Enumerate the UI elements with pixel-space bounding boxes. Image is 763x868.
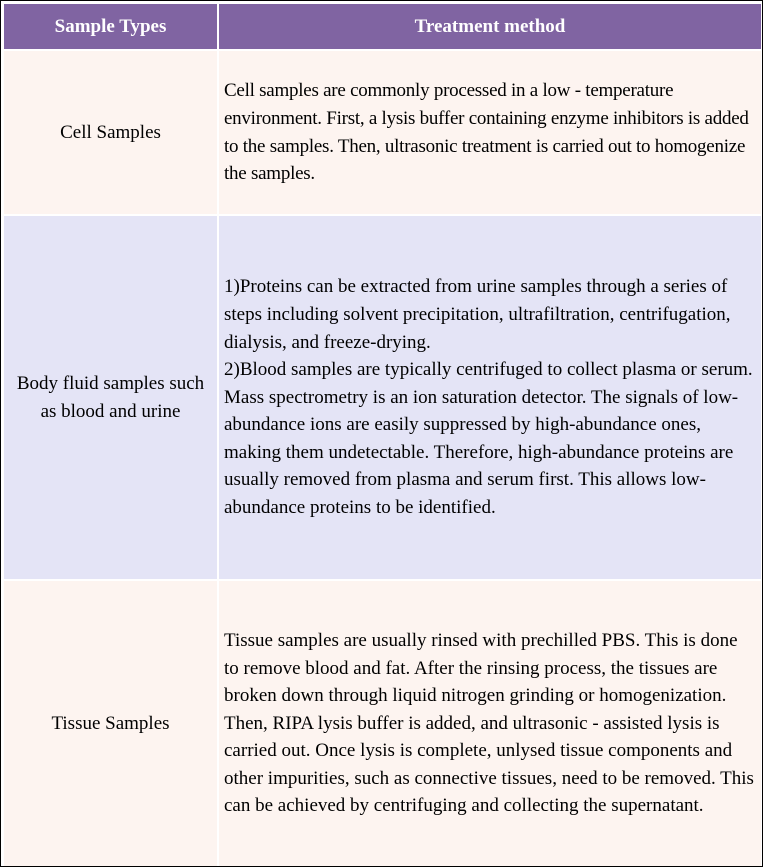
treatment-paragraph-urine: 1)Proteins can be extracted from urine samples through a series of steps including solvent precipitation, ultrafiltration, centrifugation, dialysis, and freeze-drying. — [224, 276, 731, 353]
treatment-paragraph-mass-spectrometry: Mass spectrometry is an ion saturation detector. The signals of low-abundance ions are easily suppressed by high-abundance ones, making them undetectable. Therefore, high-abundance proteins are usually removed from plasma and serum first. This allows low-abundance proteins to be identified. — [224, 386, 739, 519]
table-row-body-fluid-samples — [4, 216, 761, 579]
sample-type-cell: Cell Samples — [4, 51, 217, 214]
header-treatment-method: Treatment method — [219, 4, 761, 49]
treatment-paragraph-blood: 2)Blood samples are typically centrifuged to collect plasma or serum. — [224, 359, 753, 381]
header-sample-types: Sample Types — [4, 4, 217, 49]
treatment-method-body-fluid — [219, 216, 761, 579]
treatment-paragraph: Cell samples are commonly processed in a low - temperature environment. First, a lysis buffer containing enzyme inhibitors is added to the samples. Then, ultrasonic treatment is carried out to homogenize the samples. — [224, 80, 749, 185]
sample-treatment-table — [2, 2, 763, 868]
sample-type-tissue: Tissue Samples — [4, 581, 217, 866]
treatment-method-tissue — [219, 581, 761, 866]
treatment-method-cell — [219, 51, 761, 214]
table-row-cell-samples — [4, 51, 761, 214]
table-row-tissue-samples — [4, 581, 761, 866]
sample-type-body-fluid: Body fluid samples such as blood and urine — [4, 216, 217, 579]
table-header-row — [4, 4, 761, 49]
treatment-paragraph: Tissue samples are usually rinsed with prechilled PBS. This is done to remove blood and fat. After the rinsing process, the tissues are broken down through liquid nitrogen grinding or homogenization. Then, RIPA lysis buffer is added, and ultrasonic - assisted lysis is carried out. Once lysis is complete, unlysed tissue components and other impurities, such as connective tissues, need to be removed. This can be achieved by centrifuging and collecting the supernatant. — [224, 629, 754, 817]
